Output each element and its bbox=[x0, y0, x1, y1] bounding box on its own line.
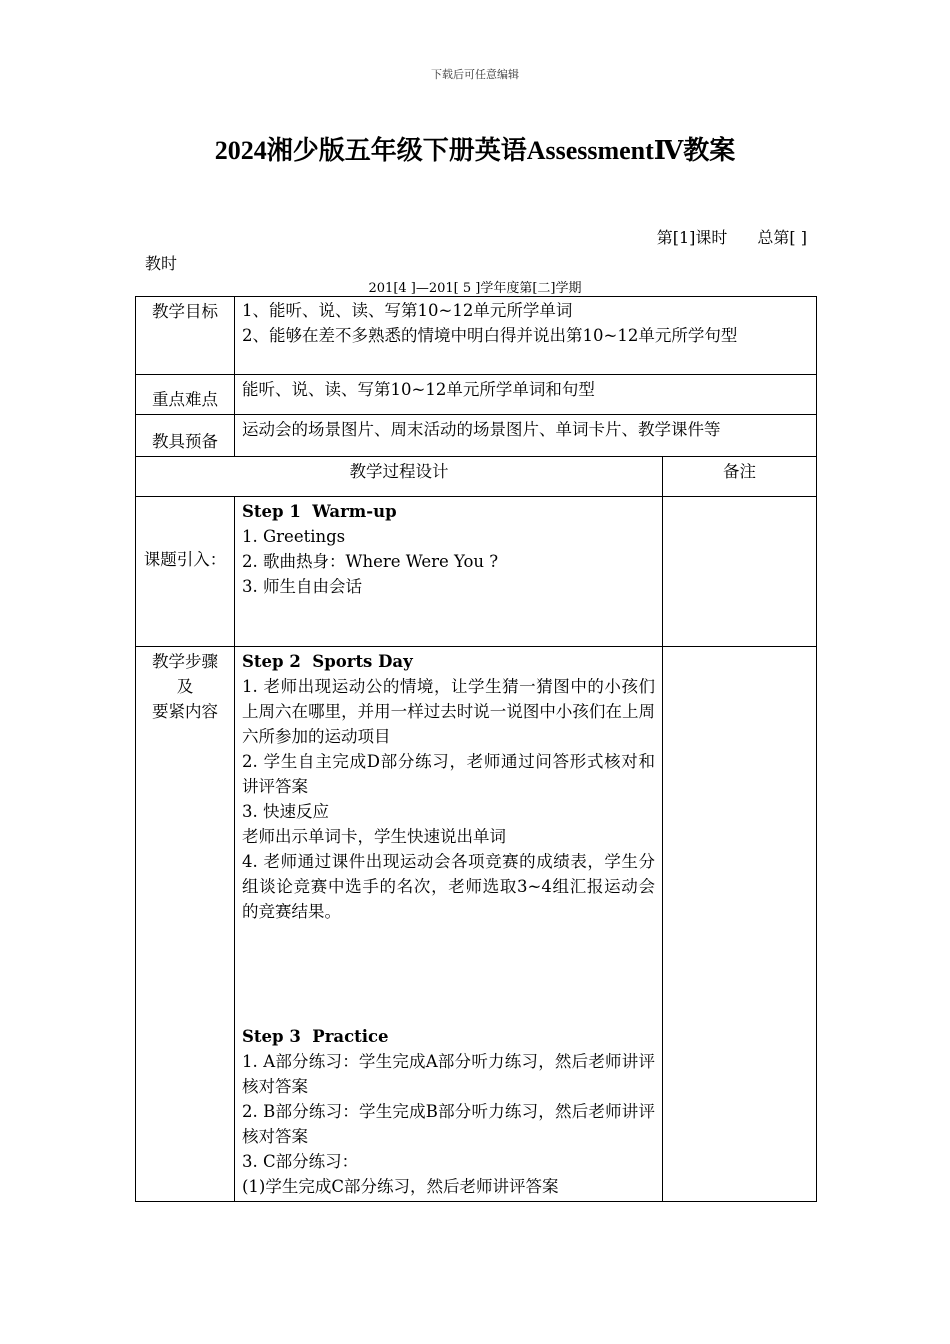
steps-notes bbox=[663, 647, 817, 1202]
goals-line-1: 1、能听、说、读、写第10~12单元所学单词 bbox=[242, 301, 573, 320]
process-design-header: 教学过程设计 bbox=[136, 457, 663, 497]
process-header-row bbox=[136, 457, 817, 497]
page-title: 2024湘少版五年级下册英语AssessmentⅣ教案 bbox=[214, 136, 736, 165]
goals-row bbox=[136, 297, 817, 375]
goals-line-2: 2、能够在差不多熟悉的情境中明白得并说出第10~12单元所学句型 bbox=[242, 326, 738, 345]
steps-content bbox=[235, 647, 663, 1202]
step2-line-1: 1. 老师出现运动公的情境，让学生猜一猜图中的小孩们上周六在哪里，并用一样过去时说一说图中小孩们在上周六所参加的运动项目 bbox=[242, 677, 655, 746]
step3-line-4: (1)学生完成C部分练习，然后老师讲评答案 bbox=[242, 1177, 559, 1196]
step3-title: Step 3 Practice bbox=[242, 1027, 389, 1046]
intro-label: 课题引入： bbox=[136, 497, 235, 647]
intro-row bbox=[136, 497, 817, 647]
intro-line-3: 3. 师生自由会话 bbox=[242, 577, 362, 596]
intro-notes bbox=[663, 497, 817, 647]
school-year: 201[4 ]—201[ 5 ]学年度第[二]学期 bbox=[368, 281, 582, 296]
intro-line-1: 1. Greetings bbox=[242, 527, 346, 546]
goals-label: 教学目标 bbox=[136, 297, 235, 375]
key-label: 重点难点 bbox=[136, 375, 235, 415]
step1-title: Step 1 Warm-up bbox=[242, 502, 397, 521]
lesson-period bbox=[657, 225, 807, 248]
key-content: 能听、说、读、写第10~12单元所学单词和句型 bbox=[235, 375, 817, 415]
steps-label-line-2: 及 bbox=[176, 677, 194, 696]
goals-content bbox=[235, 297, 817, 375]
lesson-number: 第[1]课时 bbox=[656, 228, 728, 247]
spacer bbox=[242, 924, 655, 1024]
step3-line-2: 2. B部分练习：学生完成B部分听力练习，然后老师讲评核对答案 bbox=[242, 1102, 655, 1146]
notes-header: 备注 bbox=[663, 457, 817, 497]
step2-line-5: 4. 老师通过课件出现运动会各项竞赛的成绩表，学生分组谈论竞赛中选手的名次，老师选取3~4组汇报运动会的竞赛结果。 bbox=[242, 852, 655, 921]
materials-content: 运动会的场景图片、周末活动的场景图片、单词卡片、教学课件等 bbox=[235, 415, 817, 457]
step2-title: Step 2 Sports Day bbox=[242, 652, 413, 671]
materials-row bbox=[136, 415, 817, 457]
step3-line-3: 3. C部分练习： bbox=[242, 1152, 359, 1171]
step2-line-4: 老师出示单词卡，学生快速说出单词 bbox=[242, 827, 506, 846]
steps-label-line-1: 教学步骤 bbox=[152, 652, 218, 671]
intro-line-2: 2. 歌曲热身：Where Were You ? bbox=[242, 552, 499, 571]
header-note: 下载后可任意编辑 bbox=[431, 68, 519, 81]
steps-label-line-3: 要紧内容 bbox=[152, 702, 218, 721]
intro-content bbox=[235, 497, 663, 647]
step2-line-2: 2. 学生自主完成D部分练习，老师通过问答形式核对和讲评答案 bbox=[242, 752, 655, 796]
period-unit: 教时 bbox=[145, 254, 178, 273]
step2-line-3: 3. 快速反应 bbox=[242, 802, 329, 821]
key-row bbox=[136, 375, 817, 415]
materials-label: 教具预备 bbox=[136, 415, 235, 457]
steps-row bbox=[136, 647, 817, 1202]
steps-label bbox=[136, 647, 235, 1202]
total-number: 总第[ ] bbox=[757, 228, 807, 247]
step3-line-1: 1. A部分练习：学生完成A部分听力练习，然后老师讲评核对答案 bbox=[242, 1052, 655, 1096]
lesson-plan-table bbox=[135, 296, 817, 1202]
